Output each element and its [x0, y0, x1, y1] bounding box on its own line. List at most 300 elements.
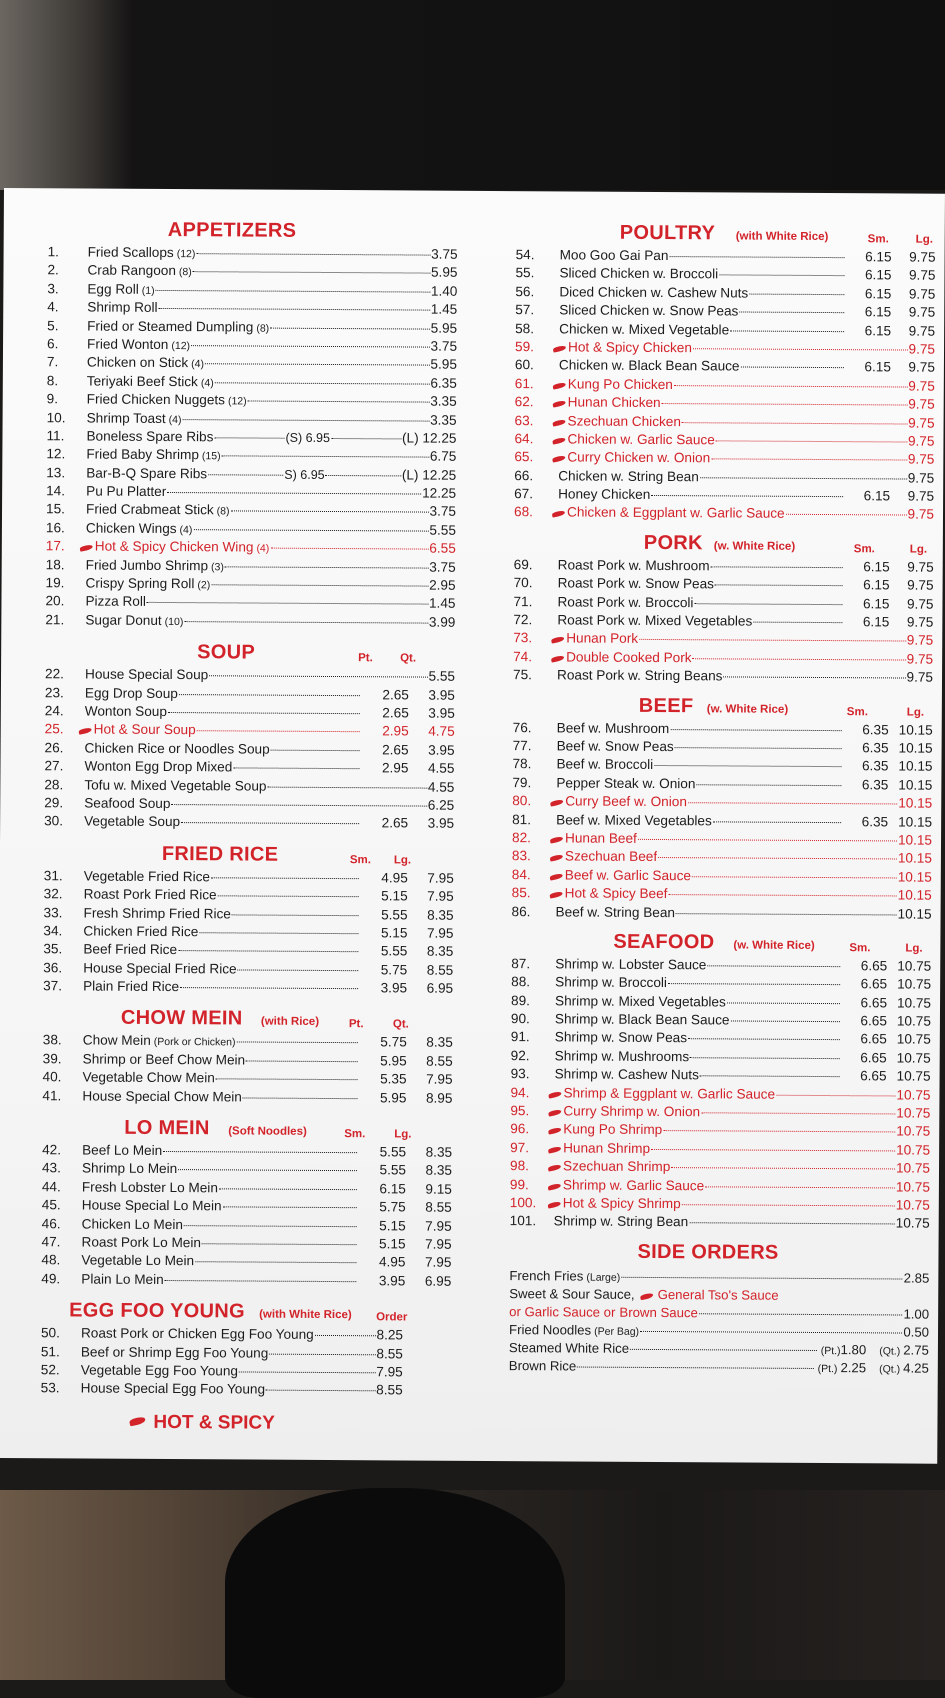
dot-leader [248, 401, 430, 403]
item-name: Sliced Chicken w. Snow Peas [559, 302, 739, 319]
item-number: 39. [42, 1051, 62, 1067]
column-header: Sm. [344, 1128, 366, 1141]
item-price-small: 6.65 [860, 976, 888, 992]
menu-item [42, 1197, 452, 1218]
dot-leader [209, 675, 427, 677]
dot-leader [167, 492, 421, 495]
hot-pepper-icon [551, 637, 565, 645]
item-portion-note: (12) [176, 248, 196, 261]
dot-leader [682, 422, 907, 424]
item-price: 3.75 [429, 559, 456, 575]
item-price: 10.15 [897, 887, 932, 903]
menu-item [43, 978, 453, 999]
item-price: 3.75 [429, 504, 457, 520]
item-number: 19. [45, 575, 65, 591]
item-number: 99. [509, 1176, 529, 1192]
item-name: Shrimp Toast [86, 410, 166, 426]
menu-item [47, 373, 457, 394]
item-number: 64. [514, 431, 534, 447]
side-item-note: (Large) [586, 1271, 621, 1284]
dot-leader [713, 821, 841, 823]
item-price: 10.75 [895, 1197, 930, 1213]
item-name: Double Cooked Pork [566, 649, 692, 666]
item-price: 5.95 [430, 356, 457, 373]
item-name: Hot & Spicy Shrimp [562, 1195, 681, 1212]
item-number: 28. [44, 776, 64, 792]
item-price-large: 7.95 [424, 1254, 452, 1271]
item-name: Fried Wonton [87, 336, 169, 352]
dot-leader [727, 1002, 840, 1004]
menu-item [44, 758, 454, 779]
item-portion-note: (12) [227, 395, 247, 408]
section-title: LO MEIN [124, 1116, 210, 1140]
item-number: 40. [42, 1069, 62, 1085]
menu-item [47, 336, 457, 357]
item-name: Chicken w. Black Bean Sauce [558, 357, 740, 374]
item-price-large: 9.15 [425, 1181, 452, 1197]
item-price-small: 5.55 [379, 1162, 407, 1178]
item-price-small: 5.15 [380, 925, 408, 941]
item-price-small: 2.65 [382, 705, 409, 721]
dot-leader [193, 272, 430, 274]
item-price-large: 3.95 [428, 687, 455, 703]
item-price-large: 8.35 [425, 1162, 453, 1179]
menu-item [45, 594, 455, 615]
item-name: Plain Fried Rice [83, 978, 180, 995]
dot-leader [199, 932, 358, 934]
poultry-header [516, 221, 936, 250]
menu-item [44, 868, 454, 889]
item-name: Vegetable Egg Foo Young [80, 1362, 239, 1379]
item-price: 9.75 [908, 378, 935, 394]
item-name: Chicken on Stick [86, 354, 189, 371]
item-number: 35. [43, 941, 63, 957]
item-number: 82. [511, 830, 531, 846]
dot-leader [196, 253, 430, 255]
dot-leader [621, 1277, 902, 1280]
dot-leader [269, 1353, 375, 1355]
menu-item [512, 904, 932, 925]
item-price: 9.75 [907, 470, 935, 486]
item-name: Moo Goo Gai Pan [559, 247, 669, 264]
item-price-large: 10.75 [896, 995, 932, 1011]
item-number: 10. [46, 409, 66, 425]
dot-leader [730, 1021, 839, 1023]
item-price-large: 10.15 [898, 814, 933, 830]
item-price: 7.95 [376, 1364, 403, 1380]
item-price-large: 10.75 [896, 1013, 931, 1029]
item-price-large: 8.55 [426, 962, 454, 978]
item-number: 48. [41, 1252, 61, 1268]
menu-item [43, 960, 453, 981]
item-portion-note: (10) [164, 615, 184, 628]
item-price: 1.45 [430, 301, 458, 317]
item-number: 88. [511, 974, 531, 990]
item-name: Shrimp w. Cashew Nuts [554, 1066, 699, 1083]
item-number: 89. [511, 992, 530, 1008]
item-name: Beef Lo Mein [82, 1142, 163, 1158]
menu-item [45, 685, 455, 706]
dot-leader [715, 585, 843, 587]
item-number: 16. [45, 520, 65, 536]
item-price-large: 9.75 [906, 614, 934, 630]
dot-leader [214, 437, 284, 438]
dot-leader [705, 1186, 895, 1188]
item-price-small: 5.15 [379, 1236, 406, 1252]
item-price-small: 2.95 [382, 723, 409, 739]
item-portion-note: (12) [171, 339, 191, 353]
item-price-small: S) 6.95 [284, 467, 325, 482]
dot-leader [236, 1042, 357, 1044]
item-name: Bar-B-Q Spare Ribs [86, 465, 208, 481]
dot-leader [233, 768, 359, 770]
column-header: Qt. [392, 1018, 409, 1031]
menu-item [44, 814, 454, 835]
item-number: 98. [509, 1158, 529, 1174]
menu-item [46, 465, 456, 486]
item-price-large: 4.75 [428, 723, 455, 740]
item-name: Vegetable Lo Mein [81, 1252, 195, 1269]
item-number: 90. [510, 1011, 530, 1027]
item-price: 6.35 [430, 375, 457, 391]
item-name: Chicken & Eggplant w. Garlic Sauce [566, 504, 785, 522]
side-item-price-pint: 2.25 [840, 1359, 867, 1376]
dot-leader [730, 330, 844, 332]
menu-item [44, 795, 454, 816]
item-number: 75. [512, 667, 532, 683]
item-name: Crab Rangoon [87, 262, 176, 279]
dot-leader [690, 1057, 840, 1059]
menu-item [513, 667, 933, 688]
item-name: Shrimp w. Broccoli [555, 974, 668, 991]
dot-leader [202, 1243, 357, 1245]
item-number: 3. [47, 281, 59, 297]
item-number: 101. [509, 1213, 537, 1229]
item-number: 18. [45, 556, 65, 573]
menu-item [514, 505, 934, 526]
menu-item [41, 1325, 451, 1346]
left-column [40, 218, 457, 1435]
item-number: 2. [47, 262, 59, 278]
menu-item [44, 905, 454, 926]
item-name: Beef w. Broccoli [556, 756, 654, 773]
dot-leader [651, 495, 843, 497]
fried-rice-header [44, 842, 454, 871]
column-header: Sm. [849, 942, 871, 955]
hot-pepper-icon [552, 455, 566, 463]
menu-item [41, 1271, 451, 1292]
menu-item [41, 1344, 451, 1365]
item-number: 29. [44, 795, 64, 811]
item-name: Beef w. Snow Peas [556, 738, 674, 755]
menu-item [45, 666, 455, 687]
item-price-large: 8.35 [427, 907, 454, 923]
item-number: 46. [41, 1215, 61, 1231]
item-number: 11. [46, 428, 65, 444]
item-price-large: 9.75 [908, 286, 936, 302]
item-price: 6.25 [427, 797, 455, 813]
item-number: 50. [40, 1325, 60, 1341]
item-name: House Special Egg Foo Young [80, 1380, 266, 1397]
menu-item [47, 281, 457, 302]
side-item-name: General Tso's Sauce [657, 1286, 779, 1303]
dot-leader [211, 877, 359, 879]
item-price: 5.55 [428, 668, 456, 684]
dot-leader [669, 256, 844, 258]
item-name: Plain Lo Mein [81, 1271, 164, 1287]
dot-leader [786, 514, 907, 516]
item-price-large: 10.15 [898, 758, 933, 775]
item-portion-note: (4) [191, 358, 205, 371]
item-name: Fried Chicken Nuggets [86, 391, 226, 408]
menu-item [45, 740, 455, 761]
item-portion-note: (15) [201, 450, 221, 463]
menu-item [45, 703, 455, 724]
menu-item [43, 1069, 453, 1090]
item-price-small: 5.75 [380, 1034, 407, 1050]
menu-item [47, 318, 457, 339]
dot-leader [147, 602, 428, 605]
dot-leader [193, 529, 428, 531]
item-number: 80. [512, 793, 532, 809]
item-name: Shrimp w. Mixed Vegetables [555, 993, 726, 1010]
item-number: 47. [41, 1234, 61, 1250]
item-price-large: 6.95 [424, 1273, 452, 1289]
item-name: Fried Baby Shrimp [86, 446, 199, 463]
item-number: 37. [43, 978, 63, 994]
dot-leader [696, 784, 841, 786]
dot-leader [218, 895, 359, 897]
item-number: 76. [512, 719, 532, 735]
item-number: 7. [46, 354, 59, 370]
legend-label: HOT & SPICY [153, 1411, 275, 1434]
column-header: Lg. [394, 1128, 412, 1141]
item-price-small: 6.15 [864, 304, 892, 320]
item-number: 54. [515, 247, 535, 263]
item-name: Roast Pork Lo Mein [81, 1234, 201, 1251]
menu-item [42, 1179, 452, 1200]
item-name: Shrimp or Beef Chow Mein [82, 1051, 246, 1068]
item-price: 2.95 [429, 577, 456, 593]
section-title: BEEF [638, 694, 694, 717]
item-price-large: 3.95 [427, 815, 455, 832]
dot-leader [741, 367, 844, 369]
dot-leader [156, 290, 430, 293]
chow-mein-header [43, 1007, 453, 1036]
item-name: Pu Pu Platter [86, 483, 167, 500]
dot-leader [326, 475, 401, 476]
seafood-header [511, 930, 931, 959]
hot-pepper-icon [552, 511, 566, 519]
item-number: 25. [44, 721, 64, 737]
egg-foo-young-header [41, 1299, 451, 1328]
item-name: Shrimp Roll [87, 299, 158, 316]
item-name: Curry Beef w. Onion [565, 793, 687, 810]
menu-item [41, 1234, 451, 1255]
item-price: 10.15 [897, 869, 932, 885]
item-price-small: 6.35 [862, 740, 889, 756]
item-name: Roast Pork w. Broccoli [557, 594, 694, 610]
item-price-large: 6.95 [426, 980, 454, 996]
column-header: Pt. [348, 1018, 364, 1031]
item-price-large: 7.95 [425, 1236, 452, 1252]
dot-leader [701, 1112, 895, 1114]
menu-item [46, 575, 456, 596]
item-name: Hot & Spicy Beef [564, 885, 668, 902]
lo-mein-header [42, 1116, 452, 1145]
item-number: 68. [513, 504, 533, 520]
item-name: Shrimp w. Lobster Sauce [555, 956, 707, 973]
item-number: 20. [45, 593, 65, 609]
menu-item [43, 942, 453, 963]
dot-leader [707, 965, 840, 967]
item-number: 6. [47, 336, 59, 352]
item-name: Shrimp Lo Mein [81, 1160, 178, 1177]
item-name: Beef w. Mushroom [556, 719, 670, 736]
dot-leader [243, 1097, 358, 1099]
section-title: PORK [643, 531, 703, 555]
item-number: 95. [510, 1103, 530, 1119]
item-number: 69. [513, 556, 533, 573]
dot-leader [165, 1280, 357, 1282]
item-number: 66. [514, 467, 534, 483]
item-price-small: 5.95 [380, 1053, 407, 1069]
dot-leader [577, 1366, 813, 1368]
item-price: 6.75 [429, 448, 457, 465]
item-name: Shrimp w. Snow Peas [554, 1029, 688, 1046]
item-number: 55. [515, 265, 535, 281]
column-header: Sm. [349, 853, 372, 866]
item-name: Beef or Shrimp Egg Foo Young [80, 1344, 269, 1361]
item-price-small: 6.65 [860, 1013, 887, 1029]
dot-leader [692, 876, 897, 878]
section-note: (with Rice) [260, 1016, 320, 1029]
hot-pepper-icon [548, 1164, 562, 1172]
item-price-small: 3.95 [380, 980, 408, 996]
dot-leader [191, 345, 429, 347]
side-item-price: 0.50 [903, 1324, 930, 1340]
dot-leader [184, 621, 428, 623]
dot-leader [197, 731, 360, 733]
item-price: 6.55 [429, 540, 456, 557]
item-name: Beef Fried Rice [83, 941, 178, 958]
side-item-name: French Fries [509, 1267, 584, 1284]
menu-item [43, 923, 453, 944]
item-price-small: 6.15 [864, 286, 892, 302]
shoe-shadow [225, 1488, 565, 1698]
item-portion-note: (4) [179, 523, 193, 537]
dot-leader [180, 987, 358, 989]
section-note: (with White Rice) [259, 1308, 352, 1322]
item-name: Teriyaki Beef Stick [86, 373, 198, 389]
dot-leader [739, 312, 844, 314]
item-number: 8. [46, 372, 59, 389]
item-name: Boneless Spare Ribs [86, 428, 214, 445]
item-name: Szechuan Beef [564, 848, 658, 865]
item-price-small: 2.65 [381, 815, 409, 831]
side-item-price-quart: 4.25 [903, 1360, 929, 1376]
item-price: 10.15 [897, 832, 933, 848]
column-header: Lg. [905, 942, 923, 955]
dot-leader [266, 1390, 375, 1392]
menu-item [42, 1161, 452, 1182]
item-name: Hunan Shrimp [563, 1140, 651, 1156]
item-name: Pepper Steak w. Onion [556, 775, 696, 792]
menu-item [41, 1362, 451, 1383]
item-price: 9.75 [908, 396, 935, 412]
pint-label: (Pt.) [820, 1344, 841, 1357]
dot-leader [668, 894, 896, 896]
item-number: 44. [41, 1179, 61, 1195]
item-price-large: 9.75 [907, 559, 934, 575]
item-price: 5.55 [429, 522, 456, 538]
dot-leader [689, 1223, 894, 1225]
item-name: Vegetable Soup [84, 813, 181, 830]
dot-leader [246, 1060, 358, 1062]
item-name: Shrimp w. Mushrooms [554, 1048, 690, 1065]
dot-leader [271, 749, 360, 751]
dot-leader [651, 1149, 895, 1151]
dot-leader [178, 950, 358, 952]
item-price: 9.75 [908, 341, 936, 357]
item-number: 71. [513, 593, 533, 609]
item-number: 43. [41, 1160, 61, 1176]
item-number: 1. [47, 244, 60, 260]
item-name: Diced Chicken w. Cashew Nuts [559, 284, 749, 301]
side-item-price: 2.85 [903, 1270, 930, 1286]
item-name: Chicken Fried Rice [83, 923, 199, 940]
side-item-price: 1.00 [903, 1306, 930, 1322]
item-price-small: 6.15 [863, 559, 890, 575]
item-price: 10.75 [896, 1123, 931, 1140]
item-price-large: 8.95 [425, 1090, 453, 1106]
menu-item [46, 483, 456, 504]
dot-leader [663, 1130, 895, 1132]
dot-leader [231, 511, 429, 513]
item-price: 9.75 [908, 415, 935, 431]
side-item-price-quart: 2.75 [903, 1342, 929, 1358]
appetizers-header [48, 218, 458, 247]
dot-leader [674, 385, 907, 387]
item-name: Sugar Donut [85, 612, 162, 628]
dot-leader [168, 712, 360, 714]
item-number: 15. [45, 501, 65, 517]
item-price-small: 6.65 [860, 1031, 887, 1047]
dot-leader [719, 275, 844, 277]
item-portion-note: (4) [168, 413, 182, 426]
dot-leader [753, 622, 842, 624]
dot-leader [225, 566, 428, 568]
item-price: 10.15 [897, 850, 932, 867]
item-name: Szechuan Chicken [567, 412, 681, 429]
background-top [0, 0, 945, 190]
item-price-small: 5.75 [380, 961, 408, 978]
item-name: Vegetable Chow Mein [82, 1069, 215, 1086]
item-name: Fresh Lobster Lo Mein [81, 1179, 218, 1196]
item-price: 9.75 [907, 506, 935, 523]
item-number: 59. [514, 339, 534, 355]
item-price-large: 9.75 [908, 304, 936, 320]
item-price-small: 6.15 [865, 249, 892, 265]
item-price-small: 5.55 [379, 1144, 407, 1160]
item-price-large: 7.95 [425, 1218, 452, 1234]
item-price: 10.75 [896, 1087, 931, 1103]
item-price-small: 6.35 [862, 721, 889, 738]
hot-pepper-icon [549, 891, 563, 899]
item-price: 4.55 [427, 779, 455, 795]
dot-leader [239, 1371, 375, 1373]
item-price-small: 2.65 [382, 686, 409, 703]
